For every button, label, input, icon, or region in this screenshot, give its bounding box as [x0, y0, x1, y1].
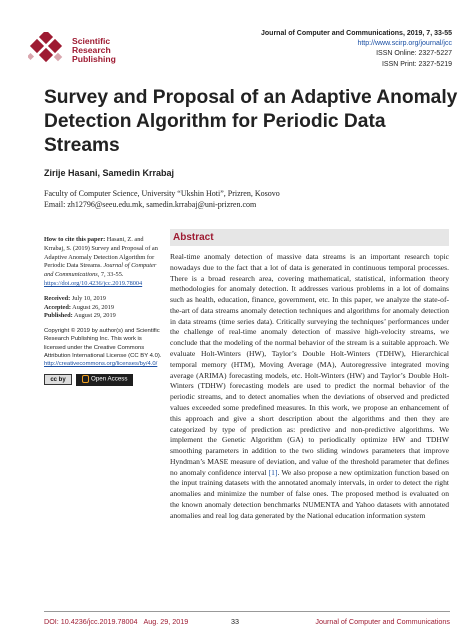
- citation-block: [44, 236, 162, 289]
- open-lock-icon: [82, 375, 89, 383]
- publisher-line-2: Research: [72, 45, 111, 55]
- license-link[interactable]: http://creativecommons.org/licenses/by/4.0/: [44, 360, 158, 367]
- footer-journal: Journal of Computer and Communications: [315, 617, 450, 626]
- affiliation: Faculty of Computer Science, University “Ukshin Hoti”, Prizren, Kosovo: [44, 189, 280, 198]
- footer-date: Aug. 29, 2019: [143, 617, 189, 626]
- dates-block: [44, 295, 162, 321]
- published-date: August 29, 2019: [73, 312, 116, 320]
- issn-online: ISSN Online: 2327-5227: [376, 50, 452, 58]
- paper-authors: Zirije Hasani, Samedin Krrabaj: [44, 168, 175, 178]
- footer-doi-date: [44, 617, 188, 626]
- received-date: July 10, 2019: [71, 294, 106, 302]
- accepted-date: August 26, 2019: [72, 303, 114, 311]
- footer-divider: [44, 611, 450, 612]
- open-access-badge: [76, 374, 133, 385]
- journal-info: [261, 29, 452, 70]
- abstract-section: [170, 229, 449, 522]
- author-emails: Email: zh12796@seeu.edu.mk, samedin.krrabaj@uni-prizren.com: [44, 200, 257, 209]
- publisher-line-1: Scientific: [72, 36, 111, 46]
- publisher-logo: [28, 30, 148, 70]
- open-access-label: Open Access: [91, 375, 128, 383]
- srp-logo-icon: [28, 32, 66, 66]
- abstract-text: [170, 252, 449, 522]
- citation-text: Hasani, Z. and Krrabaj, S. (2019) Survey and Proposal of an Adaptive Anomaly Detection Algorithm for Periodic Data Streams.: [44, 236, 158, 270]
- journal-citation-header: Journal of Computer and Communications, 2019, 7, 33-55: [261, 30, 452, 37]
- accepted-label: Accepted:: [44, 303, 71, 311]
- article-sidebar: [44, 236, 162, 386]
- citation-volume: , 7, 33-55.: [97, 271, 124, 279]
- paper-title: Survey and Proposal of an Adaptive Anomaly Detection Algorithm for Periodic Data Streams: [44, 87, 458, 156]
- copyright-block: [44, 327, 162, 368]
- publisher-name: [72, 37, 116, 64]
- received-label: Received:: [44, 294, 71, 302]
- published-label: Published:: [44, 312, 73, 320]
- page-number: 33: [231, 617, 239, 626]
- abstract-text-part-1: Real-time anomaly detection of massive data streams is an important research topic nowadays due to the fact that a lot of data is generated in continuous temporal processes. There is a broad research area, covering mathematical, statistical, information theory methodologies for anomaly detection. It addresses various problems in a lot of domains such as health, education, finance, government, etc. In this paper, we analyze the state-of-the-art of data streams anomaly detection techniques and algorithms for anomaly detection in data streams (time series data). Critically surveying the techniques’ performances under the challenge of real-time anomaly detection of massive high-velocity streams, we conclude that the modeling of the normal behavior of the stream is a suitable approach. We evaluate Holt-Winters (HW), Taylor’s Double Holt-Winters (TDHW), Hierarchical temporal memory (HTM), Moving Average (MA), Autoregressive integrated moving average (ARIMA) forecasting models, etc. Holt-Winters (HW) and Taylor’s Double Holt-Winters (TDHW) forecasting models are used to predict the normal behavior of the periodic streams, and to detect anomalies when the deviations of observed and predicted values exceeded some predefined measures. In this work, we propose an enhancement of this approach and give a short description about the algorithms and then they are categorized by type of prediction as: predictive and non-predictive algorithms. We implement the Genetic Algorithm (GA) to periodically optimize HW and TDHW smoothing parameters in addition to the two sliding windows parameters that improve Hyndman’s MASE measure of deviation, and value of the threshold parameter that defines no anomaly confidence interval: [170, 252, 449, 477]
- publisher-line-3: Publishing: [72, 54, 116, 64]
- abstract-text-part-2: . We also propose a new optimization function based on the input training datasets with the annotated anomaly intervals, in order to detect the right anomalies and minimize the number of false ones. The proposed method is evaluated on the known anomaly detection benchmarks NUMENTA and Yahoo datasets with annotated anomalies and real log data generated by the National education information system: [170, 467, 449, 520]
- license-badges: [44, 374, 133, 385]
- reference-link[interactable]: [1]: [268, 467, 278, 477]
- journal-url-link[interactable]: http://www.scirp.org/journal/jcc: [357, 40, 452, 48]
- citation-doi-link[interactable]: https://doi.org/10.4236/jcc.2019.78004: [44, 279, 143, 287]
- author-affiliation-block: [44, 188, 280, 210]
- citation-journal: Journal of Computer and Communications: [44, 262, 157, 279]
- cc-by-icon[interactable]: cc by: [44, 374, 72, 385]
- citation-label: How to cite this paper:: [44, 236, 106, 243]
- abstract-heading: Abstract: [170, 229, 449, 246]
- issn-print: ISSN Print: 2327-5219: [381, 60, 452, 68]
- copyright-text: Copyright © 2019 by author(s) and Scientific Research Publishing Inc. This work is licensed under the Creative Commons Attribution International License (CC BY 4.0).: [44, 328, 162, 359]
- footer-doi: DOI: 10.4236/jcc.2019.78004: [44, 617, 138, 626]
